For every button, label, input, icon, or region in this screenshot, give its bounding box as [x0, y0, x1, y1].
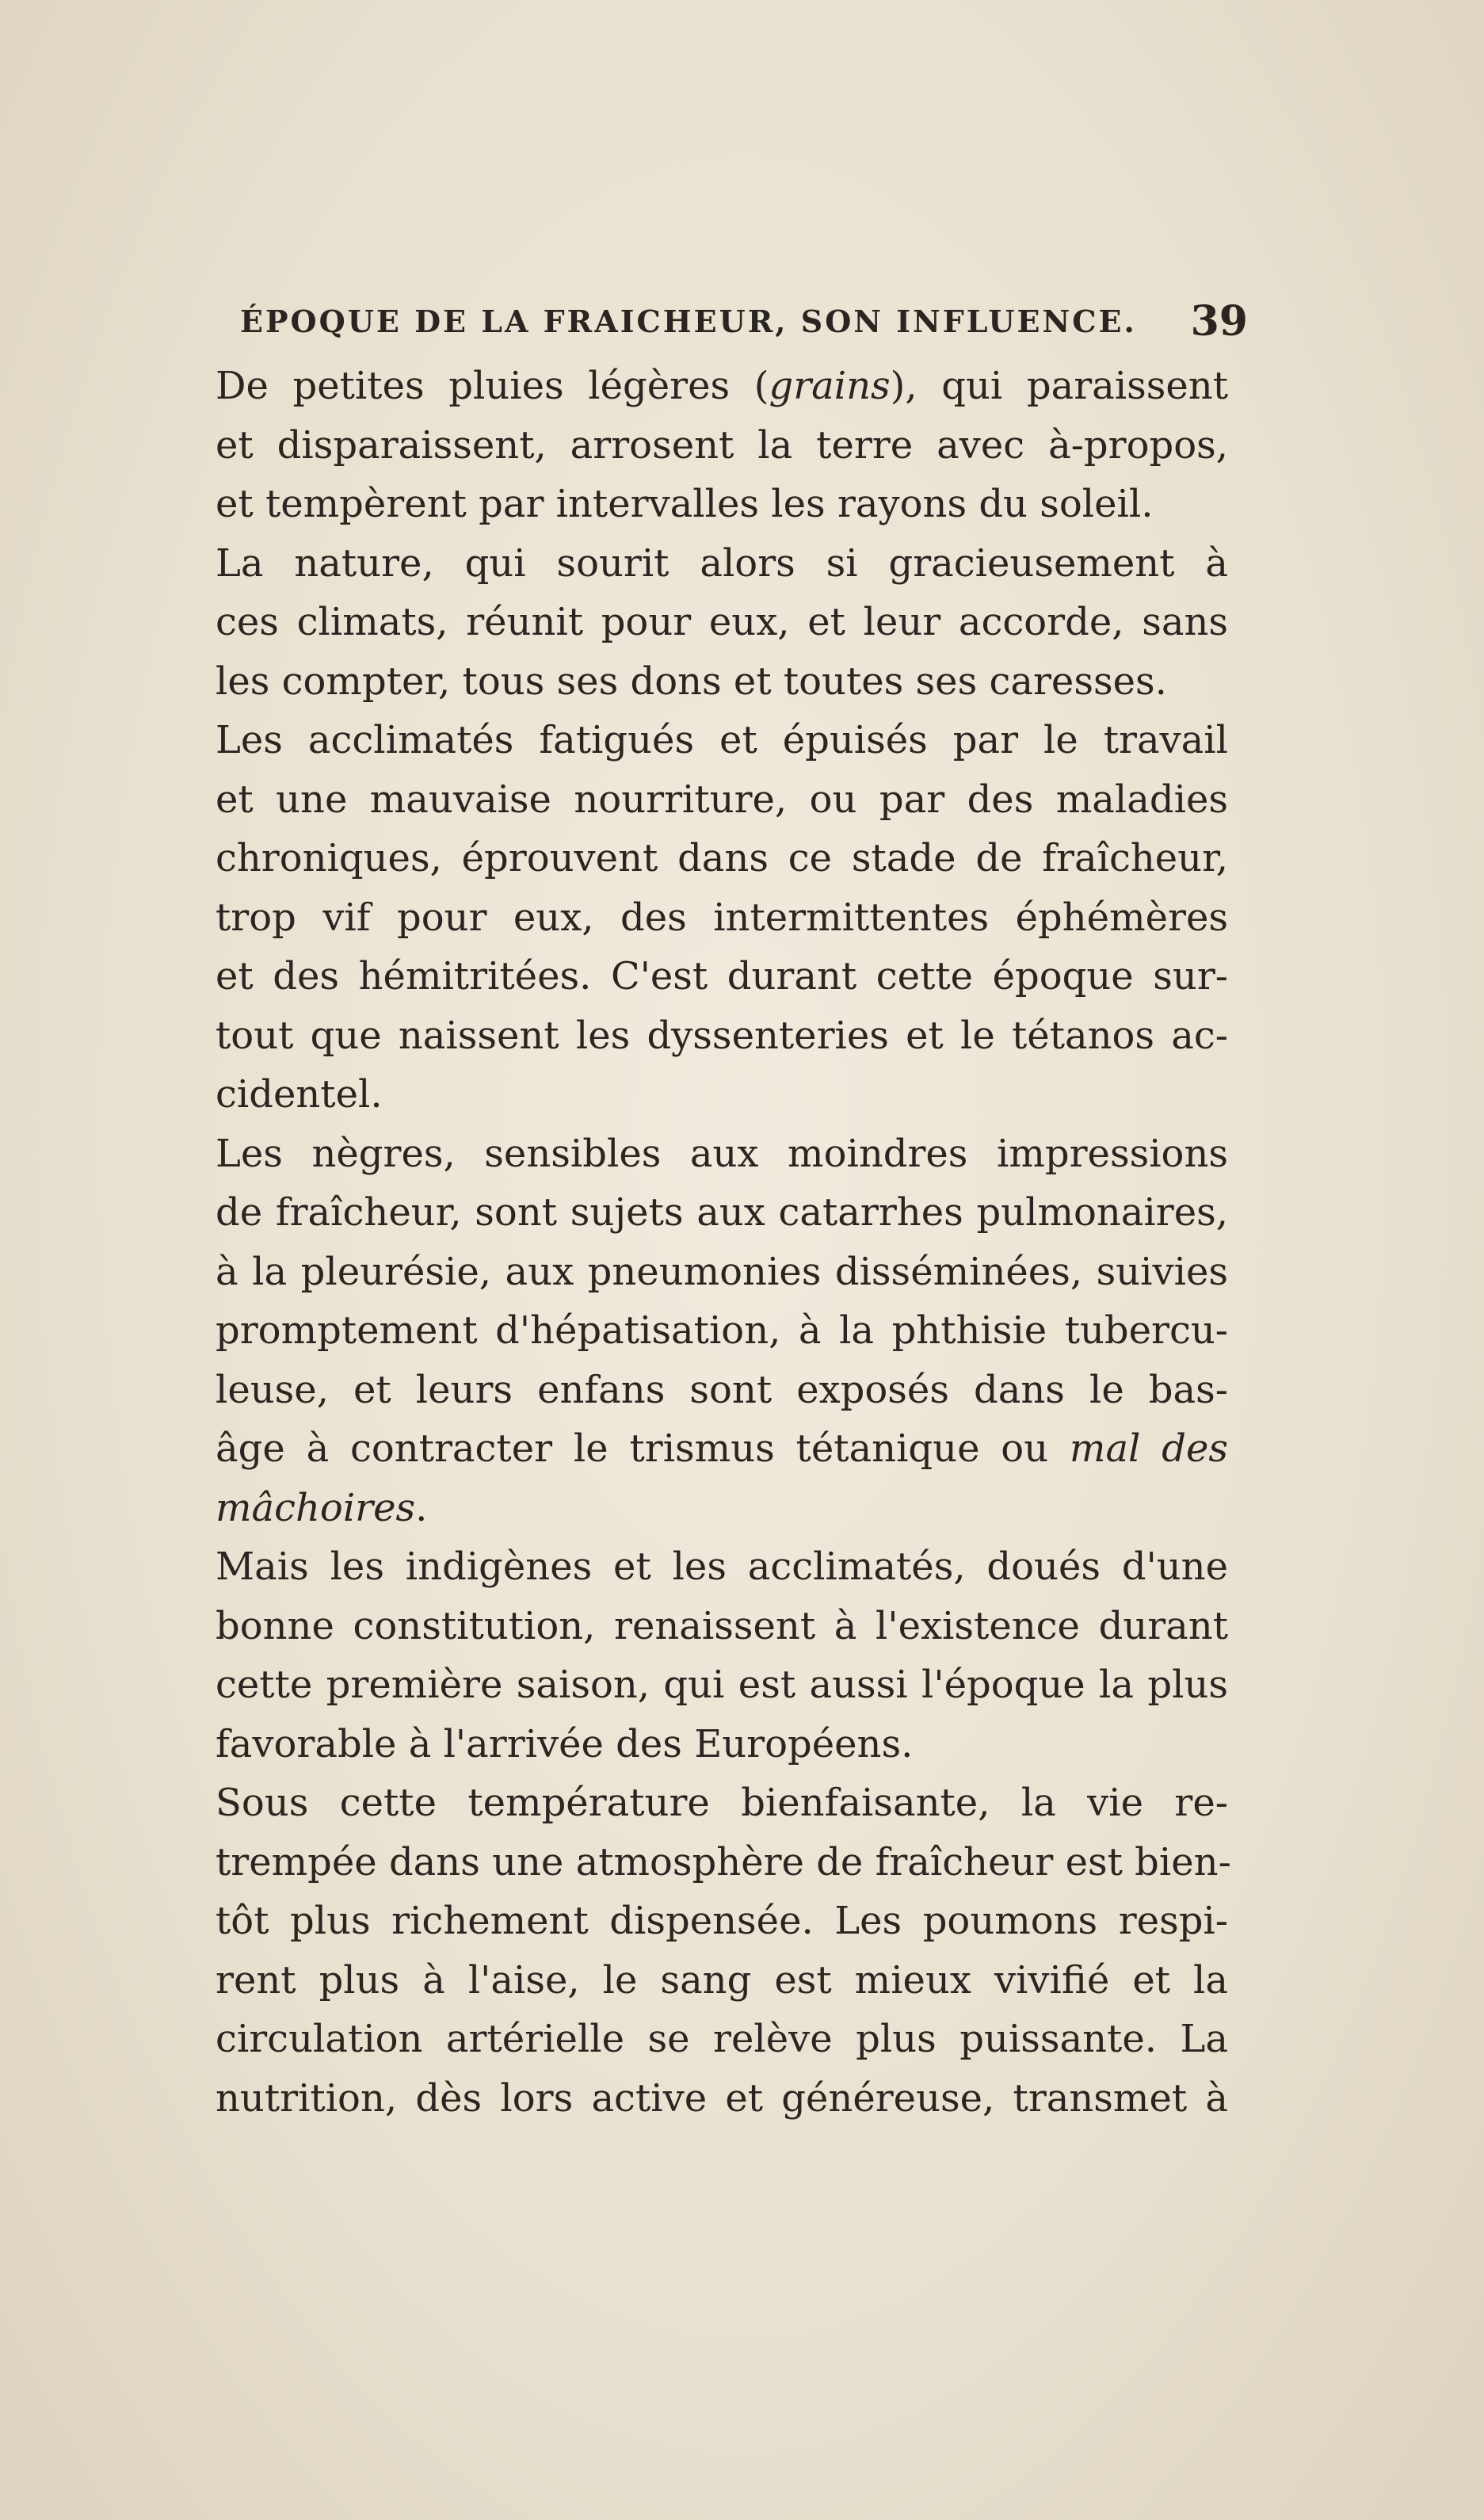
text-line: et des hémitritées. C'est durant cette époque sur- [216, 954, 1228, 998]
text-line: cidentel. [216, 1072, 383, 1117]
running-head-title: ÉPOQUE DE LA FRAICHEUR, SON INFLUENCE. [240, 303, 1137, 339]
text-line: et une mauvaise nourriture, ou par des maladies [216, 777, 1228, 822]
text-line: bonne constitution, renaissent à l'existence durant [216, 1603, 1228, 1648]
text-line: les compter, tous ses dons et toutes ses caresses. [216, 659, 1167, 704]
text-line: chroniques, éprouvent dans ce stade de fraîcheur, [216, 836, 1228, 880]
text-line: à la pleurésie, aux pneumonies disséminées, suivies [216, 1249, 1228, 1294]
paragraph [166, 534, 1228, 712]
body-text [166, 357, 1231, 2128]
paragraph [166, 711, 1228, 1124]
text-line: promptement d'hépatisation, à la phthisie tubercu- [216, 1308, 1228, 1353]
text-line: leuse, et leurs enfans sont exposés dans le bas- [216, 1367, 1228, 1412]
paragraph [166, 1124, 1228, 1538]
paragraph [166, 1774, 1231, 2128]
text-line: et tempèrent par intervalles les rayons du soleil. [216, 482, 1154, 526]
text-line: Les nègres, sensibles aux moindres impressions [216, 1131, 1228, 1176]
text-line: circulation artérielle se relève plus puissante. La [216, 2017, 1228, 2061]
paragraph [166, 1537, 1228, 1774]
text-line: mâchoires. [216, 1485, 428, 1530]
text-line: Mais les indigènes et les acclimatés, doués d'une [216, 1544, 1228, 1589]
text-line: trop vif pour eux, des intermittentes éphémères [216, 895, 1228, 940]
text-line: et disparaissent, arrosent la terre avec à-propos, [216, 422, 1228, 468]
text-line: tout que naissent les dyssenteries et le tétanos ac- [216, 1013, 1228, 1058]
text-line: tôt plus richement dispensée. Les poumons respi- [216, 1899, 1228, 1943]
text-line: De petites pluies légères (grains), qui paraissent [216, 364, 1229, 408]
text-line: rent plus à l'aise, le sang est mieux vivifié et la [216, 1957, 1228, 2003]
text-line: Les acclimatés fatigués et épuisés par le travail [216, 718, 1228, 762]
page-number: 39 [1190, 296, 1248, 346]
text-line: cette première saison, qui est aussi l'époque la plus [216, 1663, 1228, 1707]
text-line: âge à contracter le trismus tétanique ou mal des [216, 1426, 1228, 1471]
text-line: La nature, qui sourit alors si gracieusement à [216, 540, 1228, 586]
text-line: trempée dans une atmosphère de fraîcheur est bien- [216, 1839, 1231, 1884]
text-line: ces climats, réunit pour eux, et leur accorde, sans [216, 600, 1228, 644]
paragraph [166, 357, 1228, 534]
running-head [240, 293, 1248, 349]
text-line: favorable à l'arrivée des Européens. [216, 1721, 914, 1766]
text-line: Sous cette température bienfaisante, la vie re- [216, 1781, 1228, 1825]
text-line: de fraîcheur, sont sujets aux catarrhes pulmonaires, [216, 1190, 1228, 1235]
text-line: nutrition, dès lors active et généreuse, transmet à [216, 2075, 1228, 2121]
